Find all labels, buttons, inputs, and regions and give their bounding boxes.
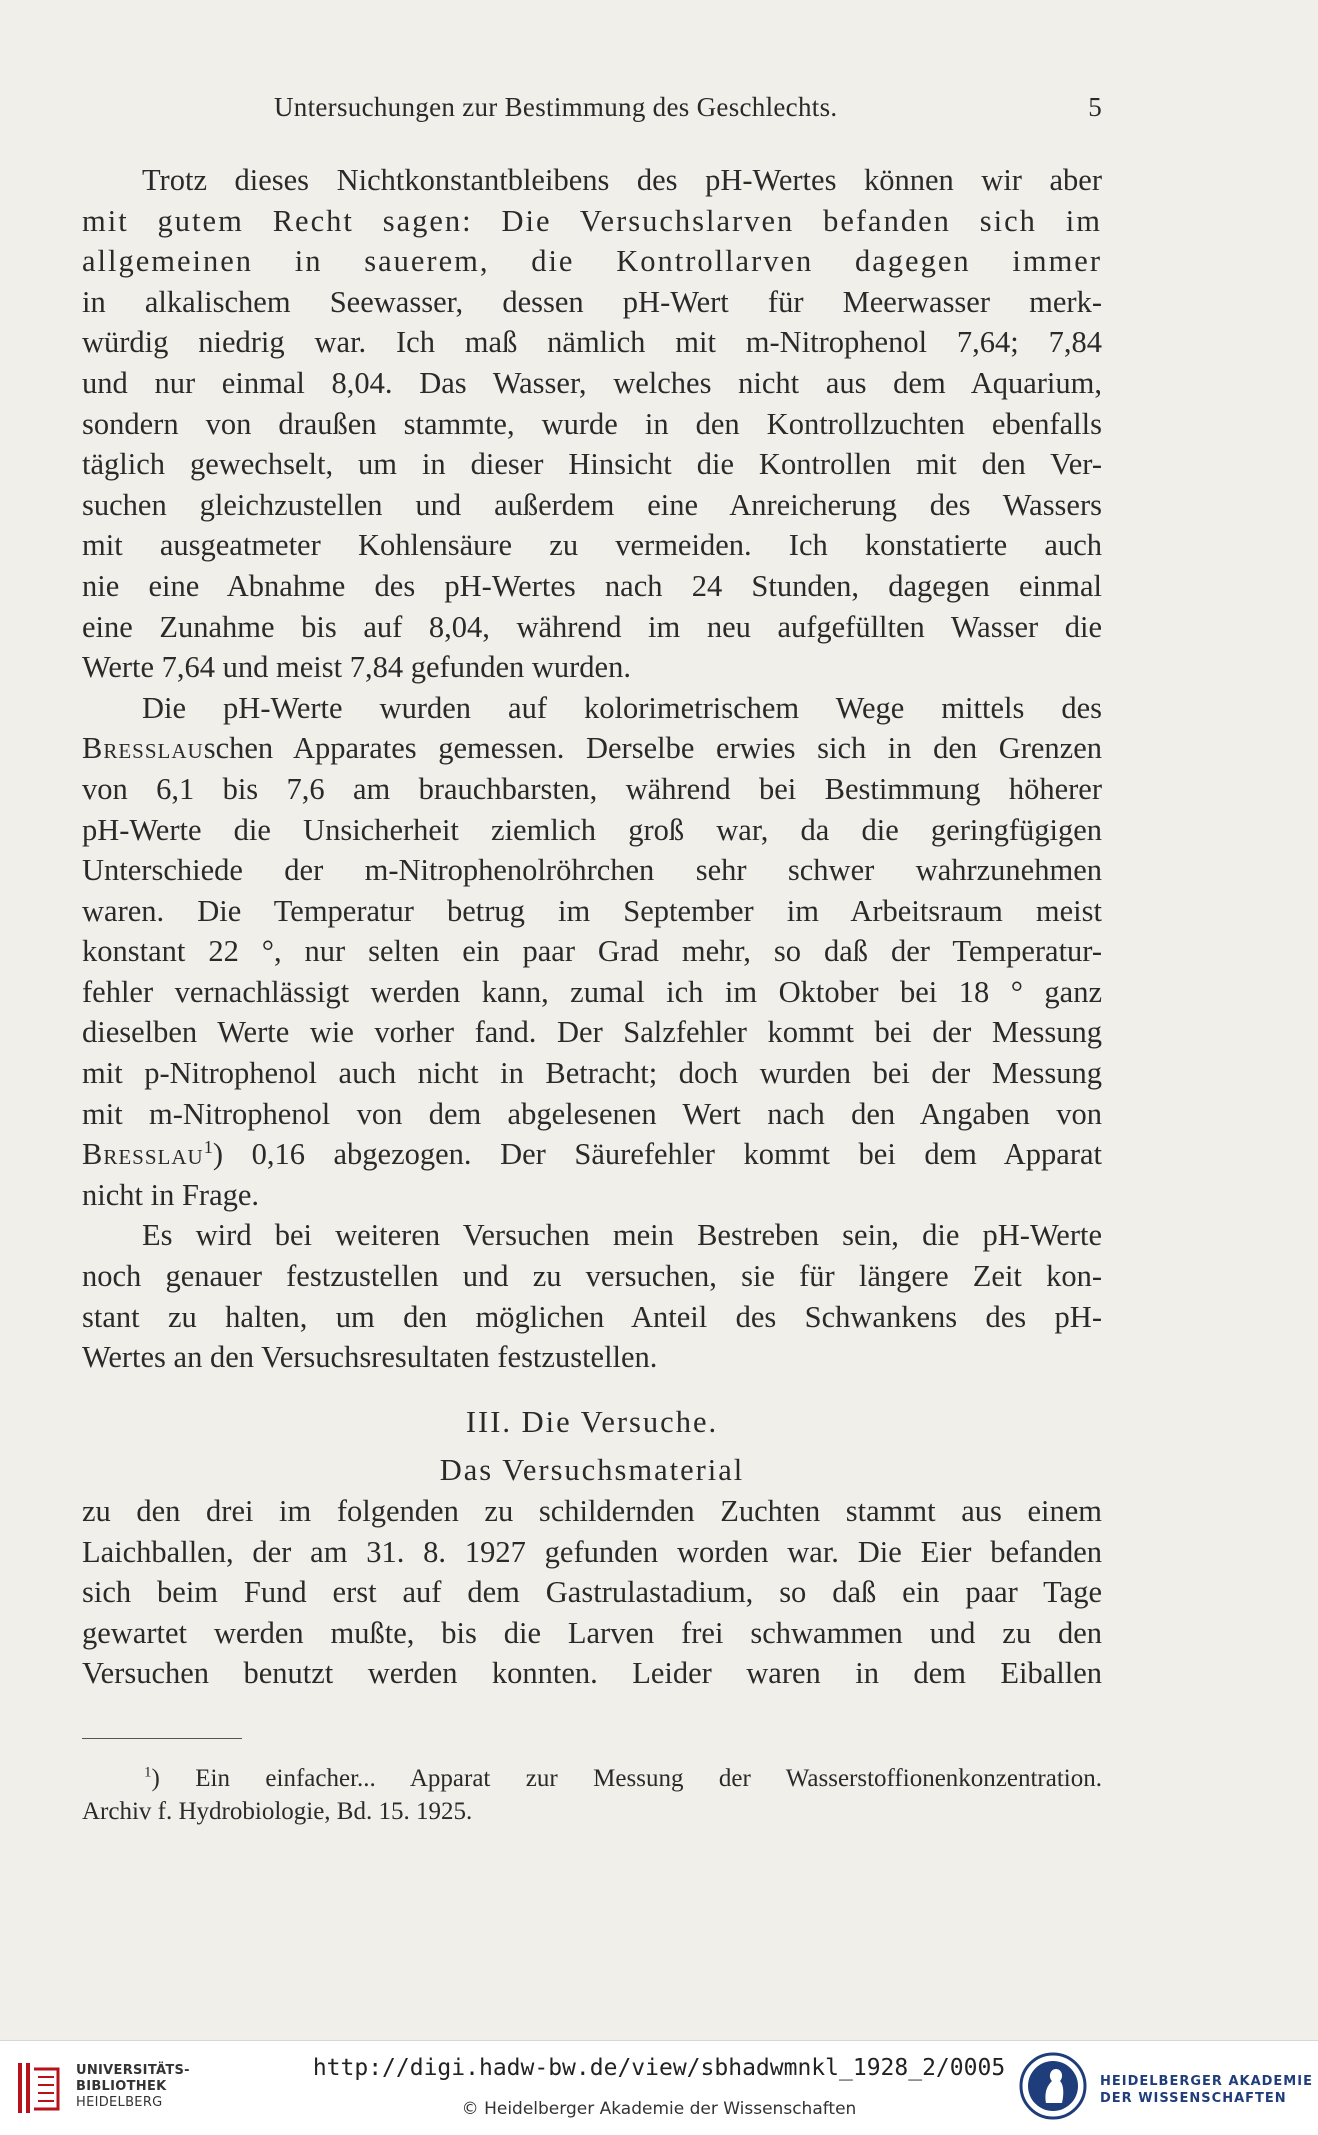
page-number: 5: [1088, 92, 1102, 122]
text-line: fehler vernachlässigt werden kann, zumal ich im Oktober bei 18 ° ganz: [82, 974, 1102, 1009]
text-line: mit p-Nitrophenol auch nicht in Betracht; doch wurden bei der Messung: [82, 1056, 1102, 1091]
footnote-ref: 1: [203, 1137, 213, 1158]
text-line: Laichballen, der am 31. 8. 1927 gefunden worden war. Die Eier befanden: [82, 1534, 1102, 1569]
spacer: [82, 1378, 1102, 1402]
footnote: [82, 1762, 1102, 1828]
text-line: mit ausgeatmeter Kohlensäure zu vermeiden. Ich konstatierte auch: [82, 528, 1102, 563]
text-line: sondern von draußen stammte, wurde in den Kontrollzuchten ebenfalls: [82, 406, 1102, 441]
copyright-notice: © Heidelberger Akademie der Wissenschaften: [461, 2099, 857, 2119]
text-line: von 6,1 bis 7,6 am brauchbarsten, während bei Bestimmung höherer: [82, 771, 1102, 806]
text-line: nie eine Abnahme des pH-Wertes nach 24 Stunden, dagegen einmal: [82, 568, 1102, 603]
running-title: Untersuchungen zur Bestimmung des Geschlechts.: [274, 92, 838, 122]
text-line: Es wird bei weiteren Versuchen mein Bestreben sein, die pH-Werte: [142, 1218, 1102, 1253]
academy-line: DER WISSENSCHAFTEN: [1100, 2091, 1287, 2106]
text-line: Unterschiede der m-Nitrophenolröhrchen sehr schwer wahrzunehmen: [82, 853, 1102, 888]
text-line: Die pH-Werte wurden auf kolorimetrischem Wege mittels des: [142, 690, 1102, 725]
text-line: [82, 1134, 1102, 1175]
academy-line: HEIDELBERGER AKADEMIE: [1100, 2074, 1313, 2089]
ub-line: HEIDELBERG: [76, 2095, 163, 2110]
body-text: [82, 160, 1102, 1694]
text-line: Werte 7,64 und meist 7,84 gefunden wurden.: [82, 650, 631, 685]
text-line: [82, 728, 1102, 769]
text-line: suchen gleichzustellen und außerdem eine Anreicherung des Wassers: [82, 487, 1102, 522]
viewer-footer: [0, 2040, 1318, 2135]
text-line: waren. Die Temperatur betrug im September im Arbeitsraum meist: [82, 893, 1102, 928]
text-line: konstant 22 °, nur selten ein paar Grad mehr, so daß der Temperatur-: [82, 934, 1102, 969]
text-span: ) 0,16 abgezogen. Der Säurefehler kommt bei dem Apparat: [212, 1137, 1102, 1172]
permalink[interactable]: http://digi.hadw-bw.de/view/sbhadwmnkl_1928_2/0005: [312, 2055, 1006, 2081]
text-span: ) Ein einfacher... Apparat zur Messung der Wasserstoffionenkonzentration.: [151, 1765, 1102, 1792]
text-line: und nur einmal 8,04. Das Wasser, welches nicht aus dem Aquarium,: [82, 365, 1102, 400]
text-line: Wertes an den Versuchsresultaten festzustellen.: [82, 1340, 658, 1375]
academy-name: [1100, 2073, 1313, 2107]
text-line: nicht in Frage.: [82, 1177, 260, 1212]
paragraph-3: [82, 1215, 1102, 1377]
paragraph-4: [82, 1491, 1102, 1694]
text-line: pH-Werte die Unsicherheit ziemlich groß war, da die geringfügigen: [82, 812, 1102, 847]
text-line: noch genauer festzustellen und zu versuchen, sie für längere Zeit kon-: [82, 1259, 1102, 1294]
ub-line: BIBLIOTHEK: [76, 2079, 167, 2094]
footnote-marker: 1: [144, 1764, 152, 1781]
author-name: Bresslau: [82, 1137, 204, 1172]
paragraph-2: [82, 688, 1102, 1216]
section-subheading: Das Versuchsmaterial: [439, 1453, 745, 1488]
text-line: Versuchen benutzt werden konnten. Leider waren in dem Eiballen: [82, 1656, 1102, 1691]
text-line: eine Zunahme bis auf 8,04, während im neu aufgefüllten Wasser die: [82, 609, 1102, 644]
text-line: mit gutem Recht sagen: Die Versuchslarven befanden sich im: [82, 203, 1102, 238]
text-line: zu den drei im folgenden zu schildernden Zuchten stammt aus einem: [82, 1494, 1102, 1528]
footnote-line: [82, 1762, 1102, 1795]
text-line: würdig niedrig war. Ich maß nämlich mit m-Nitrophenol 7,64; 7,84: [82, 325, 1102, 360]
text-line: allgemeinen in sauerem, die Kontrollarven dagegen immer: [82, 244, 1102, 279]
text-line: mit m-Nitrophenol von dem abgelesenen Wert nach den Angaben von: [82, 1096, 1102, 1131]
text-line: stant zu halten, um den möglichen Anteil des Schwankens des pH-: [82, 1299, 1102, 1334]
academy-seal-icon: [1018, 2051, 1088, 2121]
text-span: schen Apparates gemessen. Derselbe erwies sich in den Grenzen: [203, 731, 1102, 766]
spacer: [82, 1442, 1102, 1450]
text-line: Trotz dieses Nichtkonstantbleibens des pH-Wertes können wir aber: [142, 163, 1102, 197]
section-heading: III. Die Versuche.: [465, 1404, 719, 1439]
text-line: täglich gewechselt, um in dieser Hinsicht die Kontrollen mit den Ver-: [82, 447, 1102, 482]
footnote-line: Archiv f. Hydrobiologie, Bd. 15. 1925.: [82, 1798, 473, 1825]
ub-line: UNIVERSITÄTS-: [76, 2063, 190, 2078]
author-name: Bresslau: [82, 731, 204, 766]
text-line: gewartet werden mußte, bis die Larven frei schwammen und zu den: [82, 1615, 1102, 1650]
paragraph-1: [82, 160, 1102, 688]
footnote-rule: [82, 1738, 242, 1739]
text-line: dieselben Werte wie vorher fand. Der Salzfehler kommt bei der Messung: [82, 1015, 1102, 1050]
text-line: in alkalischem Seewasser, dessen pH-Wert für Meerwasser merk-: [82, 284, 1102, 319]
text-line: sich beim Fund erst auf dem Gastrulastadium, so daß ein paar Tage: [82, 1575, 1102, 1610]
